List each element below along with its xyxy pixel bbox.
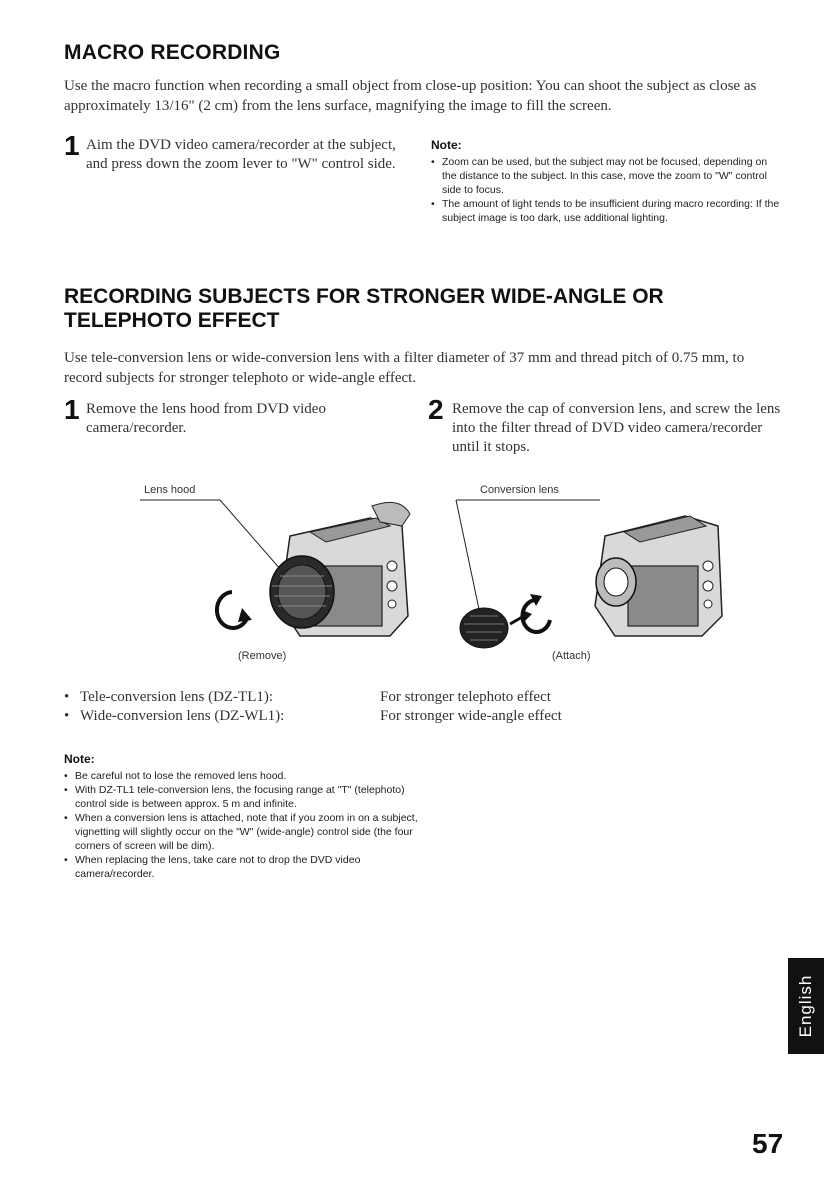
step-number: 1 — [64, 394, 80, 425]
note-title: Note: — [431, 138, 462, 152]
camera-remove-hood-illustration — [140, 496, 430, 661]
note-item: • With DZ-TL1 tele-conversion lens, the focusing range at "T" (telephoto) control side is between approx. 5 m and infinite. — [64, 783, 424, 811]
list-item — [64, 688, 784, 707]
step-text: Aim the DVD video camera/recorder at the subject, and press down the zoom lever to "W" control side. — [86, 137, 396, 172]
note-item: • The amount of light tends to be insufficient during macro recording: If the subject image is too dark, use additional lighting. — [431, 197, 781, 225]
camera-attach-lens-illustration — [440, 496, 730, 661]
attach-caption: (Attach) — [552, 650, 591, 662]
step-text: Remove the lens hood from DVD video camera/recorder. — [86, 401, 326, 436]
conversion-intro-paragraph: Use tele-conversion lens or wide-conversion lens with a filter diameter of 37 mm and thread pitch of 0.75 mm, to record subjects for stronger telephoto or wide-angle effect. — [64, 350, 745, 386]
note-item: • When replacing the lens, take care not to drop the DVD video camera/recorder. — [64, 853, 424, 881]
note-item: • Be careful not to lose the removed lens hood. — [64, 769, 424, 783]
language-tab-label: English — [796, 974, 815, 1038]
lens-hood-callout: Lens hood — [144, 484, 196, 496]
macro-note — [431, 138, 781, 225]
lens-name: Wide-conversion lens (DZ-WL1): — [80, 708, 285, 724]
step-number: 1 — [64, 130, 80, 161]
conversion-lens-callout: Conversion lens — [480, 484, 559, 496]
conversion-note — [64, 752, 424, 881]
step-number: 2 — [428, 394, 444, 425]
note-item: • When a conversion lens is attached, note that if you zoom in on a subject, vignetting will slightly occur on the "W" (wide-angle) control side (the four corners of screen will be dim). — [64, 811, 424, 853]
remove-caption: (Remove) — [238, 650, 287, 662]
lens-effect: For stronger wide-angle effect — [380, 708, 562, 724]
lens-name: Tele-conversion lens (DZ-TL1): — [80, 689, 274, 705]
language-tab — [788, 958, 824, 1054]
list-item — [64, 707, 784, 726]
section-title-macro: MACRO RECORDING — [64, 41, 281, 64]
page-number: 57 — [752, 1128, 784, 1159]
note-title: Note: — [64, 752, 95, 766]
note-list — [64, 769, 424, 881]
note-list — [431, 155, 781, 225]
step-text: Remove the cap of conversion lens, and screw the lens into the filter thread of DVD video camera/recorder until it stops. — [452, 401, 781, 455]
lens-effect: For stronger telephoto effect — [380, 689, 551, 705]
section-title-conversion-lens: RECORDING SUBJECTS FOR STRONGER WIDE-ANGLE OR TELEPHOTO EFFECT — [64, 285, 664, 332]
macro-intro-paragraph: Use the macro function when recording a small object from close-up position: You can shoot the subject as close as approximately 13/16" (2 cm) from the lens surface, magnifying the image to fill the screen. — [64, 78, 757, 114]
note-item: • Zoom can be used, but the subject may not be focused, depending on the distance to the subject. In this case, move the zoom to "W" control side to focus. — [431, 155, 781, 197]
lens-list — [64, 688, 784, 726]
